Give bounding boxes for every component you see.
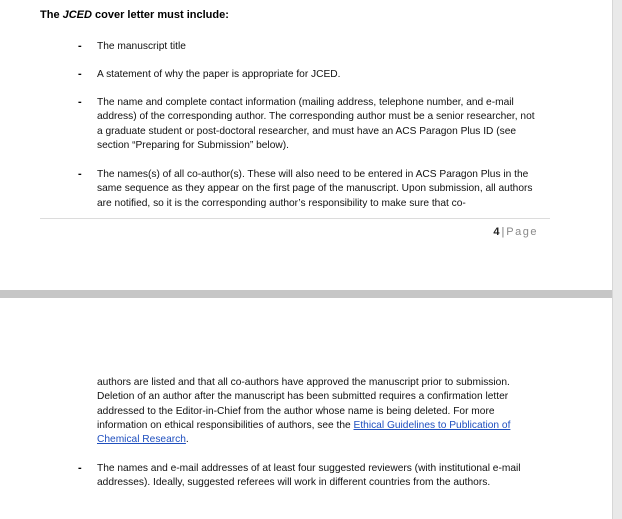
list-item-text: A statement of why the paper is appropriate for JCED. [97,69,341,80]
list-item-text: The name and complete contact information (mailing address, telephone number, and e-mail address) of the corresponding author. The corresponding author must be a senior researcher, not a graduate student or post-doctoral researcher, and must have an ACS Paragon Plus ID (see section “Preparing for Submission” below). [97,97,535,151]
bullet-marker: - [78,68,82,80]
heading-journal-abbrev: JCED [62,9,92,21]
bullet-marker: - [78,96,82,108]
page-word: Page [506,226,538,238]
footer-divider [40,218,550,219]
vertical-scrollbar[interactable] [612,0,622,519]
list-item-text: The names and e-mail addresses of at least four suggested reviewers (with institutional e-mail addresses). Ideally, suggested referees will work in different countries from the authors. [97,463,521,489]
page-gap [0,290,622,298]
bullet-marker: - [78,168,82,180]
document-page-5 [0,298,612,519]
link-suffix: . [185,434,189,446]
page-number-separator: | [501,226,505,238]
list-item-text: The manuscript title [97,41,186,52]
list-item-text: The names(s) of all co-author(s). These will also need to be entered in ACS Paragon Plus in the same sequence as they appear on the first page of the manuscript. Upon submission, all authors are notified, so it is the corresponding author’s responsibility to make sure that co- [97,169,533,209]
heading-prefix: The [40,9,63,21]
heading-suffix: cover letter must include: [91,9,229,21]
page-number: 4 [493,226,500,238]
continuation-text: authors are listed and that all co-authors have approved the manuscript prior to submission. Deletion of an author after the manuscript has been submitted requires a confirmation letter addressed to the Editor-in-Chief from the author whose name is being deleted. For more information on ethical responsibilities of authors, see the [97,377,510,431]
page-number-footer [493,226,538,238]
continuation-paragraph [97,376,542,447]
bullet-marker: - [78,462,82,474]
ethical-guidelines-link[interactable]: Ethical Guidelines to Publication of Chemical Research [97,419,511,446]
section-heading [40,9,229,21]
bullet-marker: - [78,40,82,52]
